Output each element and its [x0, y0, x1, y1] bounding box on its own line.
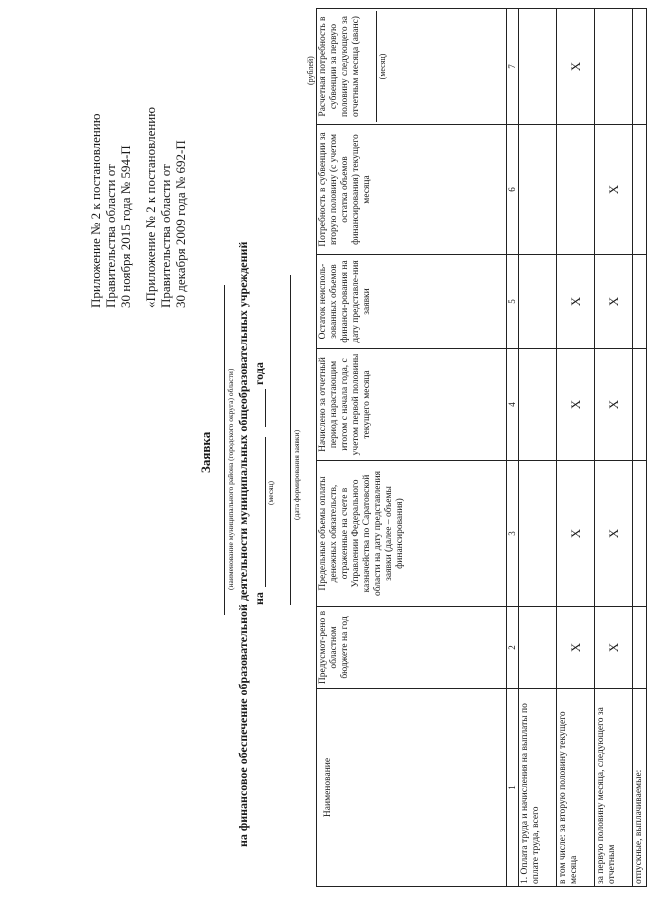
- table-cell: [519, 255, 557, 349]
- date-suffix: года: [252, 362, 266, 385]
- table-cell: X: [557, 9, 595, 125]
- col-number-5: 5: [507, 255, 519, 349]
- header-line-1: Приложение № 2 к постановлению: [88, 113, 103, 308]
- month-line: [265, 437, 266, 587]
- table-cell: [519, 125, 557, 255]
- units-label: (рублей): [306, 56, 315, 85]
- table-row: [633, 9, 647, 887]
- table-cell: [595, 9, 633, 125]
- header-limits: Предельные объемы оплаты денежных обязательств, отраженные на счете в Управлении Федерального казначейства по Саратовской области на дату представления заявки (далее – объемы финансирования): [317, 461, 507, 607]
- table-cell: [633, 125, 647, 255]
- header-line-6: 30 декабря 2009 года № 692-П: [173, 140, 188, 308]
- row-name: за первую половину месяца, следующего за отчетным: [595, 689, 633, 887]
- date-formation-line: [290, 275, 291, 605]
- table-cell: [633, 607, 647, 689]
- table-cell: X: [595, 255, 633, 349]
- municipality-caption: (наименование муниципального района (городского округа) области): [226, 368, 235, 590]
- col-number-1: 1: [507, 689, 519, 887]
- municipality-line: [224, 285, 225, 615]
- table-cell: [519, 461, 557, 607]
- table-cell: [557, 125, 595, 255]
- header-row: [317, 9, 507, 887]
- table-cell: X: [557, 255, 595, 349]
- table-cell: X: [595, 607, 633, 689]
- col-number-4: 4: [507, 349, 519, 461]
- header-line-3: 30 ноября 2015 года № 594-П: [118, 145, 133, 308]
- header-advance-month: (месяц): [376, 11, 388, 122]
- row-name: отпускные, выплачиваемые:: [633, 689, 647, 887]
- table-row: [557, 9, 595, 887]
- header-name: Наименование: [317, 689, 507, 887]
- date-prefix: на: [252, 592, 266, 605]
- col-number-2: 2: [507, 607, 519, 689]
- table-cell: X: [595, 461, 633, 607]
- header-accrued: Начислено за отчетный период нарастающим итогом с начала года, с учетом первой половины текущего месяца: [317, 349, 507, 461]
- header-line-5: Правительства области от: [158, 164, 173, 308]
- date-formation-caption: (дата формирования заявки): [292, 429, 301, 520]
- table-row: [595, 9, 633, 887]
- column-number-row: [507, 9, 519, 887]
- header-line-4: «Приложение № 2 к постановлению: [143, 107, 158, 308]
- header-advance-need: [317, 9, 507, 125]
- col-number-7: 7: [507, 9, 519, 125]
- table-cell: [519, 9, 557, 125]
- header-second-half-need: Потребность в субвенции за вторую половину (с учетом остатка объемов финансирования) текущего месяца: [317, 125, 507, 255]
- month-caption: (месяц): [266, 480, 275, 505]
- header-planned: Предусмот-рено в областном бюджете на год: [317, 607, 507, 689]
- row-name: 1. Оплата труда и начисления на выплаты по оплате труда, всего: [519, 689, 557, 887]
- year-line: [265, 389, 266, 427]
- header-line-2: Правительства области от: [103, 164, 118, 308]
- table-cell: X: [595, 349, 633, 461]
- table-cell: [633, 255, 647, 349]
- col-number-6: 6: [507, 125, 519, 255]
- document-subtitle: на финансовое обеспечение образовательной деятельности муниципальных общеобразовательных учреждений: [236, 241, 250, 847]
- header-advance-text: Расчетная потребность в субвенции за первую половину следующего за отчетным месяца (аванс): [318, 16, 361, 117]
- document-title: Заявка: [198, 431, 213, 473]
- table-cell: X: [557, 461, 595, 607]
- table-cell: X: [557, 607, 595, 689]
- table-cell: X: [557, 349, 595, 461]
- table-cell: [633, 9, 647, 125]
- table-cell: [633, 349, 647, 461]
- table-cell: X: [595, 125, 633, 255]
- table-cell: [519, 349, 557, 461]
- table-cell: [633, 461, 647, 607]
- row-name: в том числе: за вторую половину текущего месяца: [557, 689, 595, 887]
- request-table: [316, 8, 647, 887]
- col-number-3: 3: [507, 461, 519, 607]
- header-balance: Остаток неисполь-зованных объемов финанси-рования на дату представле-ния заявки: [317, 255, 507, 349]
- table-row: [519, 9, 557, 887]
- table-cell: [519, 607, 557, 689]
